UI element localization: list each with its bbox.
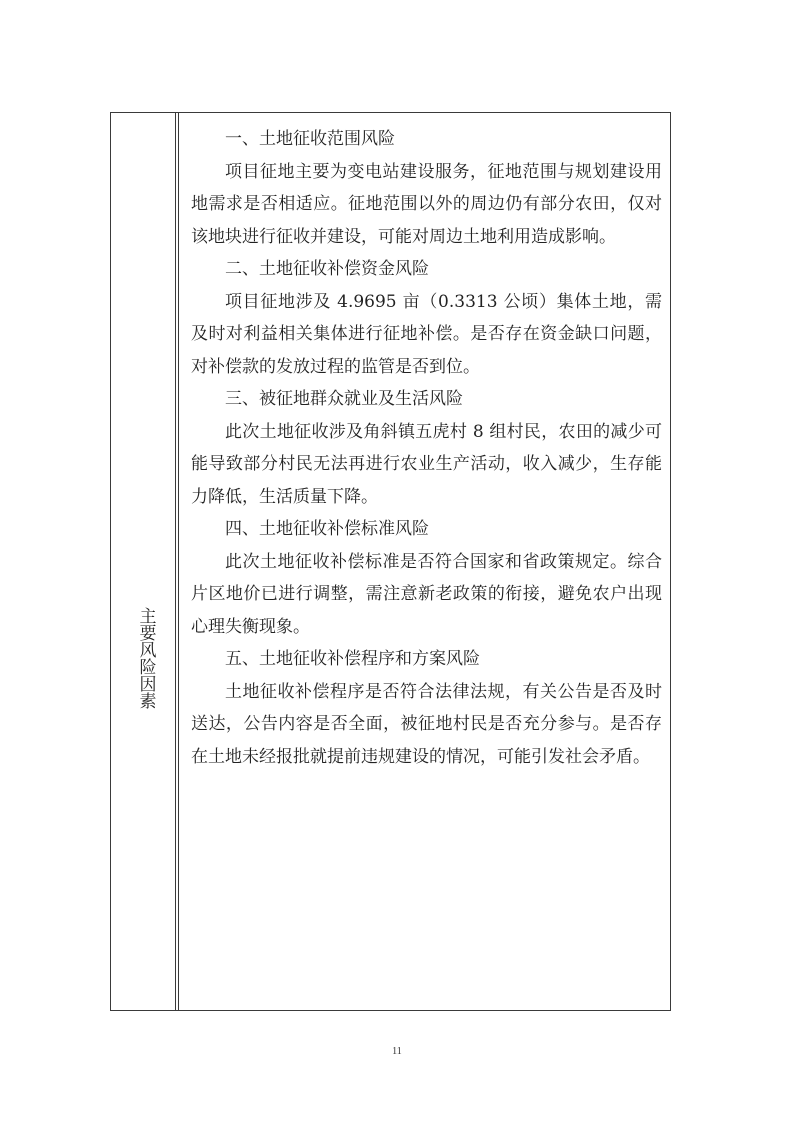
section-body-compensation-funds: 项目征地涉及 4.9695 亩（0.3313 公顷）集体土地，需及时对利益相关集体进行征地补偿。是否存在资金缺口问题，对补偿款的发放过程的监管是否到位。 [191,291,662,377]
table-label-text: 主要风险因素 [135,607,156,709]
section-body-land-scope: 项目征地主要为变电站建设服务，征地范围与规划建设用地需求是否相适应。征地范围以外的周边仍有部分农田，仅对该地块进行征收并建设，可能对周边土地利用造成影响。 [191,161,662,247]
section-body-employment-living: 此次土地征收涉及角斜镇五虎村 8 组村民，农田的减少可能导致部分村民无法再进行农业生产活动，收入减少，生存能力降低，生活质量下降。 [191,421,662,507]
section-body-compensation-standard: 此次土地征收补偿标准是否符合国家和省政策规定。综合片区地价已进行调整，需注意新老政策的衔接，避免农户出现心理失衡现象。 [191,551,662,637]
section-heading-procedure-plan: 五、土地征收补偿程序和方案风险 [225,649,480,669]
section-heading-land-scope: 一、土地征收范围风险 [225,129,395,149]
page-number: 11 [392,1046,402,1057]
table-label-cell [111,113,179,1010]
section-heading-compensation-standard: 四、土地征收补偿标准风险 [225,519,429,539]
section-heading-employment-living: 三、被征地群众就业及生活风险 [225,389,463,409]
section-body-procedure-plan: 土地征收补偿程序是否符合法律法规，有关公告是否及时送达，公告内容是否全面，被征地村民是否充分参与。是否存在土地未经报批就提前违规建设的情况，可能引发社会矛盾。 [191,681,662,767]
table-content-cell [179,113,670,1010]
section-heading-compensation-funds: 二、土地征收补偿资金风险 [225,259,429,279]
risk-factors-table [110,112,671,1011]
